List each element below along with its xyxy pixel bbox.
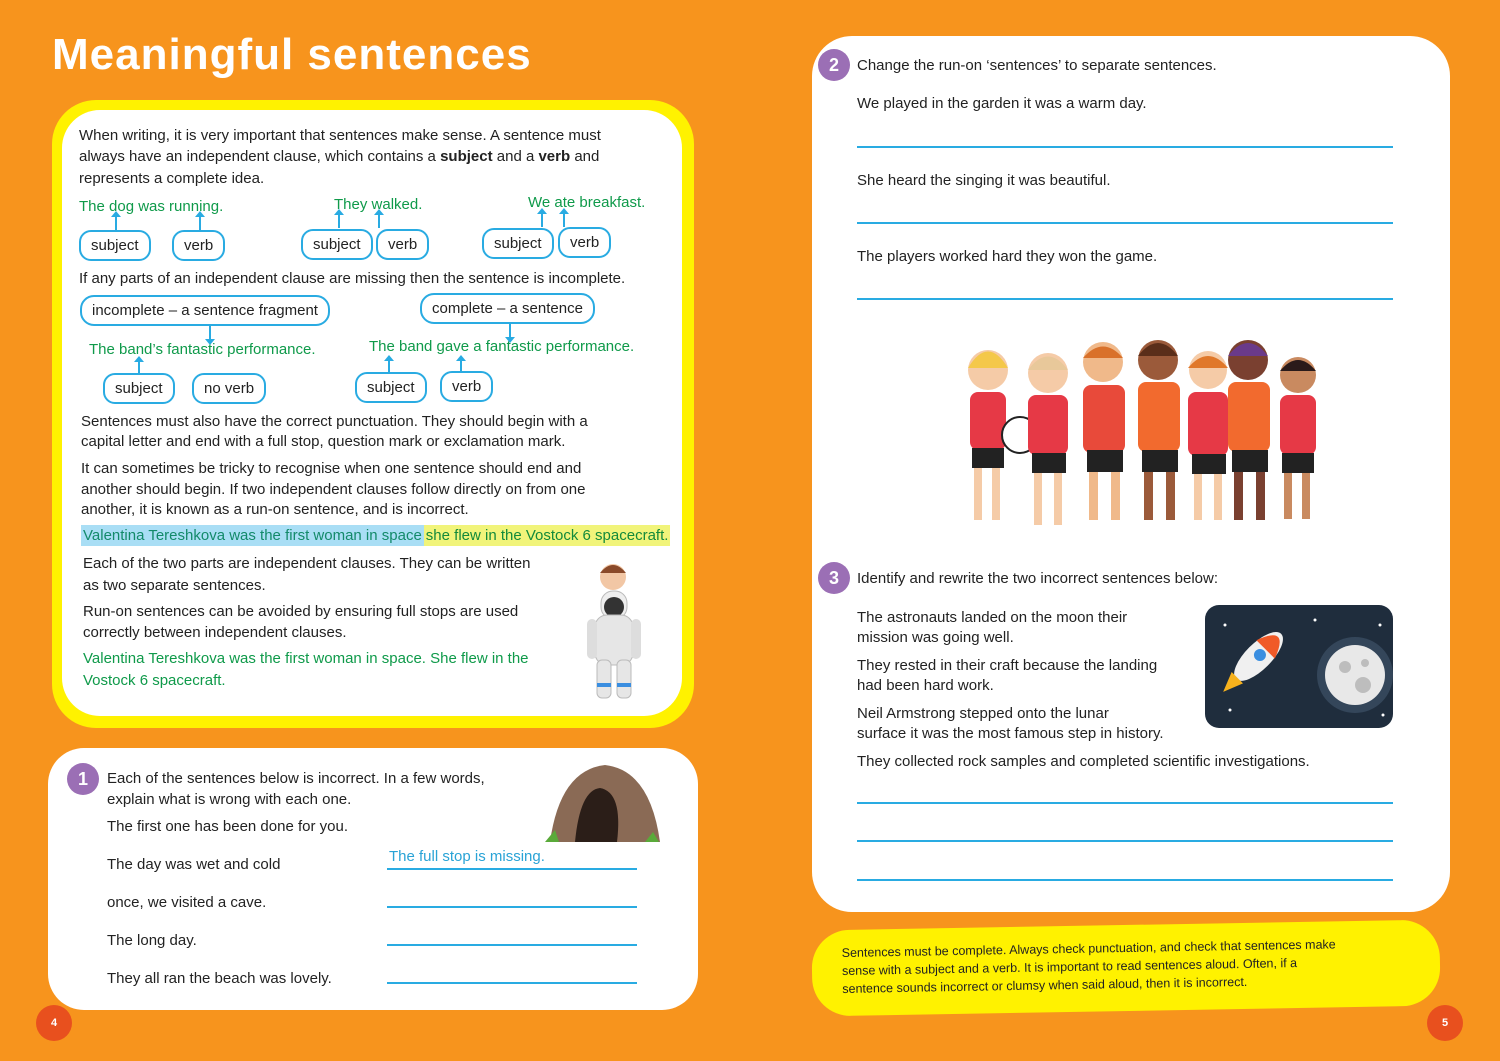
arrow-icon: [338, 214, 340, 228]
ex3-item: They collected rock samples and completed scientific investigations.: [857, 753, 1310, 770]
intro-line-3: represents a complete idea.: [79, 170, 265, 187]
ex1-question: The day was wet and cold: [107, 856, 281, 873]
ex1-instruction: Each of the sentences below is incorrect. In a few words,: [107, 770, 485, 787]
ex1-question: They all ran the beach was lovely.: [107, 970, 332, 987]
intro-line-2: [79, 146, 599, 167]
complete-sentence: The band gave a fantastic performance.: [369, 338, 635, 355]
runon-line: another should begin. If two independent clauses follow directly on from one: [81, 481, 586, 498]
text: and a: [492, 148, 539, 165]
answer-line[interactable]: [387, 944, 637, 946]
runon-line: another, it is known as a run-on sentence, and is incorrect.: [81, 501, 469, 518]
example-sentence: They walked.: [334, 196, 423, 213]
ex1-note: The first one has been done for you.: [107, 818, 348, 835]
punct-line: Sentences must also have the correct punctuation. They should begin with a: [81, 413, 588, 430]
arrow-icon: [541, 213, 543, 227]
answer-line[interactable]: [387, 982, 637, 984]
runon-line: It can sometimes be tricky to recognise when one sentence should end and: [81, 460, 582, 477]
answer-line[interactable]: [857, 146, 1393, 148]
ex3-item: They rested in their craft because the landing: [857, 657, 1158, 674]
missing-text: If any parts of an independent clause are missing then the sentence is incomplete.: [79, 270, 626, 287]
page-number-left: 4: [36, 1005, 72, 1041]
avoid-line: Run-on sentences can be avoided by ensuring full stops are used: [83, 603, 519, 620]
example-sentence: The dog was running.: [79, 198, 224, 215]
text: and: [570, 148, 600, 165]
runon-example: [81, 525, 670, 546]
tip-line: sense with a subject and a verb. It is important to read sentences aloud. Often, if a: [841, 956, 1298, 978]
bold-subject: subject: [440, 148, 493, 165]
label-pill: verb: [376, 229, 429, 260]
arrow-icon: [563, 213, 565, 227]
ex1-question: The long day.: [107, 932, 197, 949]
runon-part-1: Valentina Tereshkova was the first woman in space: [83, 527, 422, 544]
label-pill: subject: [355, 372, 427, 403]
ex3-item: mission was going well.: [857, 629, 1014, 646]
arrow-icon: [115, 216, 117, 230]
exercise-number: 2: [818, 49, 850, 81]
ex3-item: surface it was the most famous step in history.: [857, 725, 1164, 742]
label-pill: verb: [558, 227, 611, 258]
page-title: Meaningful sentences: [52, 30, 532, 79]
parts-line: Each of the two parts are independent clauses. They can be written: [83, 555, 531, 572]
ex1-answer[interactable]: The full stop is missing.: [389, 848, 545, 865]
incomplete-sentence: The band’s fantastic performance.: [89, 341, 316, 358]
runon-part-2: she flew in the Vostock 6 spacecraft.: [425, 527, 669, 544]
tip-line: Sentences must be complete. Always check punctuation, and check that sentences make: [841, 937, 1336, 960]
label-pill: no verb: [192, 373, 266, 404]
arrow-icon: [378, 214, 380, 228]
ex1-question: once, we visited a cave.: [107, 894, 267, 911]
ex3-item: had been hard work.: [857, 677, 994, 694]
ex2-item: We played in the garden it was a warm day.: [857, 95, 1147, 112]
corrected-line: Vostock 6 spacecraft.: [83, 672, 226, 689]
answer-line[interactable]: [857, 222, 1393, 224]
ex2-instruction: Change the run-on ‘sentences’ to separate sentences.: [857, 57, 1217, 74]
tip-line: sentence sounds incorrect or clumsy when said aloud, then it is incorrect.: [842, 974, 1248, 996]
label-pill: verb: [440, 371, 493, 402]
tip-box: [811, 920, 1440, 1017]
complete-label: complete – a sentence: [420, 293, 595, 324]
ex2-item: The players worked hard they won the game.: [857, 248, 1158, 265]
astronaut-illustration: [575, 555, 655, 705]
text: always have an independent clause, which contains a: [79, 148, 441, 165]
children-team-illustration: [930, 330, 1350, 540]
answer-line[interactable]: [857, 840, 1393, 842]
ex1-instruction: explain what is wrong with each one.: [107, 791, 352, 808]
answer-line[interactable]: [387, 906, 637, 908]
answer-line[interactable]: [857, 298, 1393, 300]
space-illustration: [1205, 605, 1393, 728]
ex3-item: Neil Armstrong stepped onto the lunar: [857, 705, 1109, 722]
label-pill: subject: [103, 373, 175, 404]
intro-line-1: When writing, it is very important that sentences make sense. A sentence must: [79, 127, 601, 144]
cave-illustration: [545, 760, 665, 845]
ex3-instruction: Identify and rewrite the two incorrect sentences below:: [857, 570, 1219, 587]
label-pill: verb: [172, 230, 225, 261]
avoid-line: correctly between independent clauses.: [83, 624, 347, 641]
label-pill: subject: [482, 228, 554, 259]
exercise-number: 3: [818, 562, 850, 594]
page-number-right: 5: [1427, 1005, 1463, 1041]
incomplete-label: incomplete – a sentence fragment: [80, 295, 330, 326]
arrow-down-icon: [209, 326, 211, 340]
parts-line: as two separate sentences.: [83, 577, 266, 594]
exercise-number: 1: [67, 763, 99, 795]
label-pill: subject: [301, 229, 373, 260]
bold-verb: verb: [538, 148, 571, 165]
answer-line[interactable]: [857, 879, 1393, 881]
example-sentence: We ate breakfast.: [528, 194, 646, 211]
ex3-item: The astronauts landed on the moon their: [857, 609, 1128, 626]
answer-line[interactable]: [857, 802, 1393, 804]
corrected-line: Valentina Tereshkova was the first woman in space. She flew in the: [83, 650, 529, 667]
label-pill: subject: [79, 230, 151, 261]
ex2-item: She heard the singing it was beautiful.: [857, 172, 1111, 189]
punct-line: capital letter and end with a full stop, question mark or exclamation mark.: [81, 433, 566, 450]
arrow-icon: [199, 216, 201, 230]
answer-line[interactable]: [387, 868, 637, 870]
